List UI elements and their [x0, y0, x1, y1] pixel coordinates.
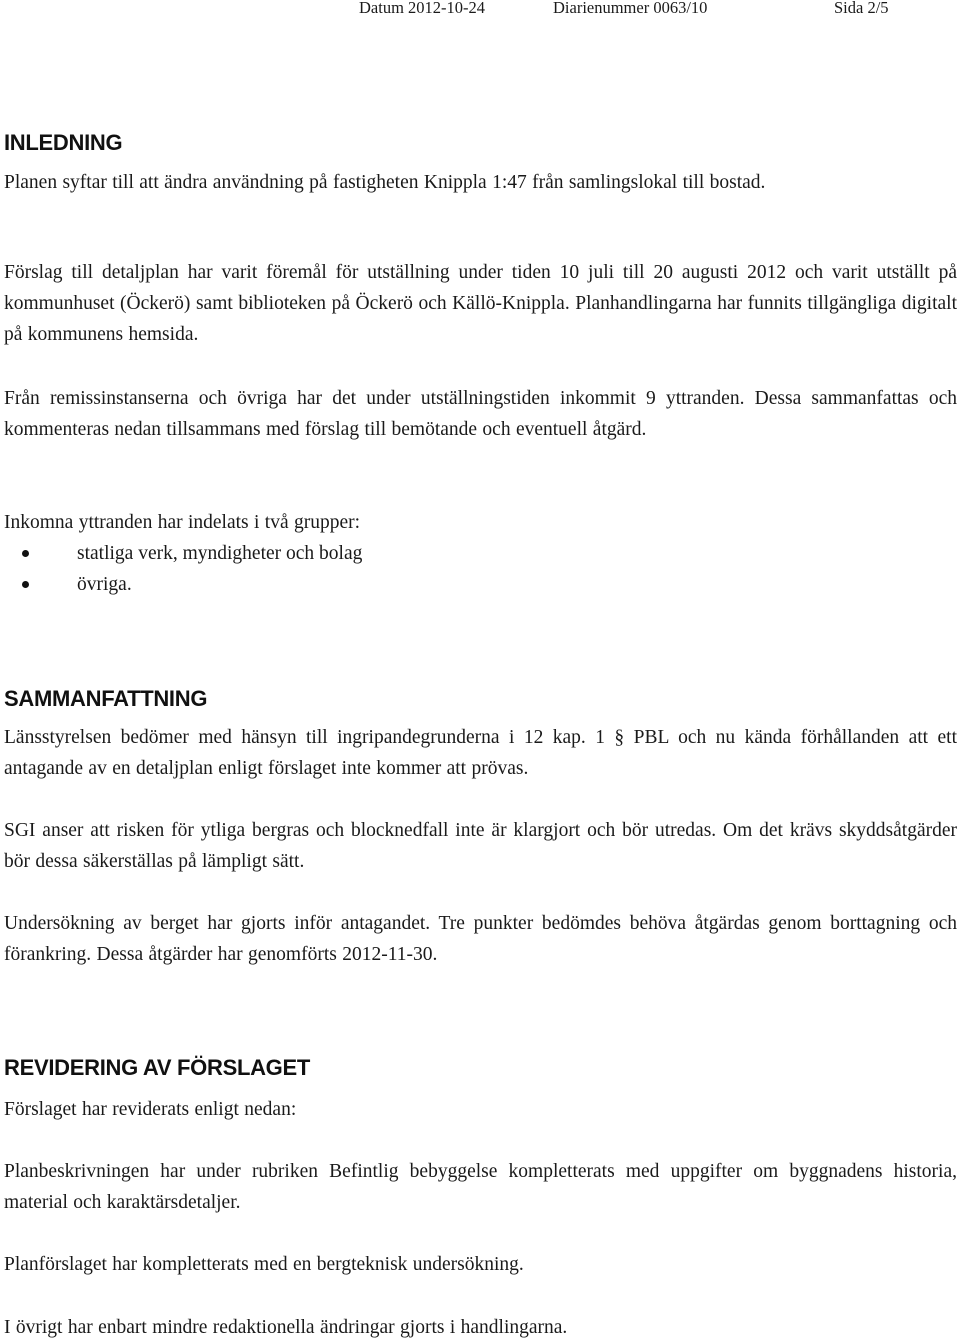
page-header	[0, 0, 960, 19]
section-title-revidering: REVIDERING AV FÖRSLAGET	[4, 1055, 311, 1080]
paragraph: I övrigt har enbart mindre redaktionella ändringar gjorts i handlingarna.	[4, 1317, 568, 1338]
paragraph: Länsstyrelsen bedömer med hänsyn till ingripandegrunderna i 12 kap. 1 § PBL och nu kända förhållanden att ett antagande av en detaljplan enligt förslaget inte kommer att prövas.	[4, 727, 957, 779]
paragraph: Planbeskrivningen har under rubriken Befintlig bebyggelse kompletterats med uppgifter om byggnadens historia, material och karaktärsdetaljer.	[4, 1161, 957, 1213]
bullet-icon	[22, 550, 29, 557]
bullet-icon	[22, 581, 29, 588]
paragraph: Inkomna yttranden har indelats i två grupper:	[4, 512, 361, 533]
list-item-text: statliga verk, myndigheter och bolag	[77, 543, 363, 564]
list-item-text: övriga.	[77, 574, 132, 595]
paragraph: Planen syftar till att ändra användning på fastigheten Knippla 1:47 från samlingslokal till bostad.	[4, 172, 766, 193]
paragraph: Undersökning av berget har gjorts inför antagandet. Tre punkter bedömdes behöva åtgärdas genom borttagning och förankring. Dessa åtgärder har genomförts 2012-11-30.	[4, 913, 957, 965]
paragraph: SGI anser att risken för ytliga bergras och blocknedfall inte är klargjort och bör utredas. Om det krävs skyddsåtgärder bör dessa säkerställas på lämpligt sätt.	[4, 820, 957, 872]
header-date: Datum 2012-10-24	[359, 0, 486, 17]
paragraph: Planförslaget har kompletterats med en bergteknisk undersökning.	[4, 1254, 524, 1275]
section-title-sammanfattning: SAMMANFATTNING	[4, 686, 208, 711]
header-diary-number: Diarienummer 0063/10	[553, 0, 708, 17]
paragraph: Förslaget har reviderats enligt nedan:	[4, 1099, 297, 1120]
paragraph: Förslag till detaljplan har varit föremål för utställning under tiden 10 juli till 20 augusti 2012 och varit utställt på kommunhuset (Öckerö) samt biblioteken på Öckerö och Källö-Knippla. Planhandlingarna har funnits tillgängliga digitalt på kommunens hemsida.	[4, 262, 957, 345]
header-page-number: Sida 2/5	[834, 0, 889, 17]
section-title-inledning: INLEDNING	[4, 130, 123, 155]
paragraph: Från remissinstanserna och övriga har det under utställningstiden inkommit 9 yttranden. Dessa sammanfattas och kommenteras nedan tillsammans med förslag till bemötande och eventuell åtgärd.	[4, 388, 957, 440]
